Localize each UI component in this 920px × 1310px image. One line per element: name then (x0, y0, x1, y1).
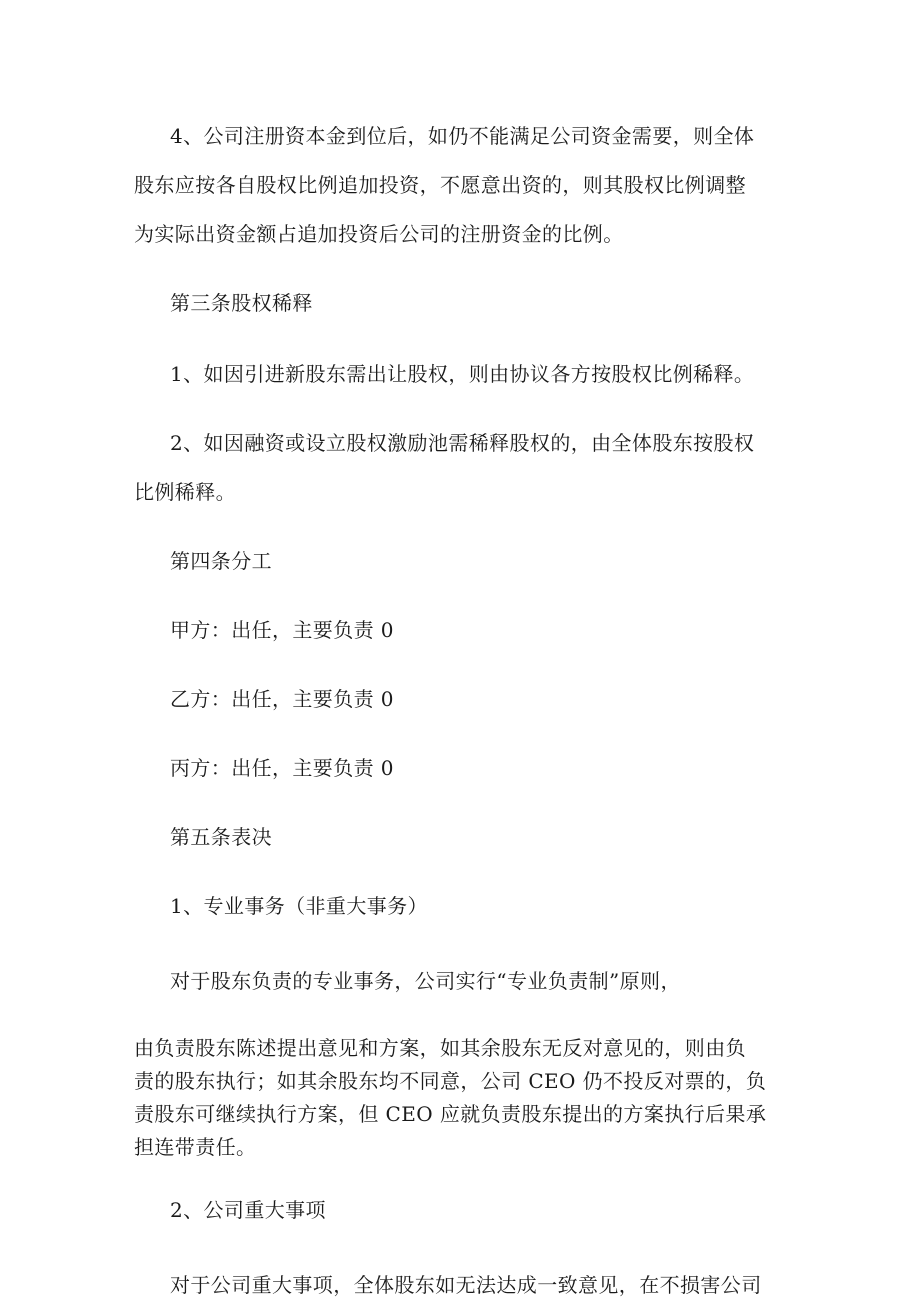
text-line: 2、如因融资或设立股权激励池需稀释股权的，由全体股东按股权 (170, 431, 755, 455)
article-5-item-1-body (134, 1032, 796, 1164)
text-line: 为实际出资金额占追加投资后公司的注册资金的比例。 (134, 222, 624, 246)
text-line: 甲方：出任，主要负责 0 (170, 618, 394, 642)
article-5-item-2-body (134, 1261, 796, 1310)
paragraph-capital-top-up (134, 112, 796, 259)
text-line: 对于股东负责的专业事务，公司实行“专业负责制”原则， (170, 969, 681, 993)
text-line: 2、公司重大事项 (170, 1198, 326, 1222)
text-line: 股东应按各自股权比例追加投资，不愿意出资的，则其股权比例调整 (134, 173, 746, 197)
party-b-duty (134, 675, 796, 724)
text-line: 丙方：出任，主要负责 0 (170, 756, 394, 780)
text-line: 4、公司注册资本金到位后，如仍不能满足公司资金需要，则全体 (170, 124, 755, 148)
text-line: 责的股东执行；如其余股东均不同意，公司 CEO 仍不投反对票的，负 (134, 1069, 767, 1093)
text-line: 1、专业事务（非重大事务） (170, 894, 428, 918)
party-a-duty (134, 606, 796, 655)
text-line: 对于公司重大事项，全体股东如无法达成一致意见，在不损害公司 (170, 1273, 762, 1297)
text-line: 比例稀释。 (134, 480, 236, 504)
party-c-duty (134, 744, 796, 793)
article-3-item-2 (134, 419, 796, 517)
text-line: 责股东可继续执行方案，但 CEO 应就负责股东提出的方案执行后果承 (134, 1102, 767, 1126)
text-line: 由负责股东陈述提出意见和方案，如其余股东无反对意见的，则由负 (134, 1036, 746, 1060)
article-5-item-1-title (134, 882, 796, 931)
article-3-title (134, 279, 796, 328)
article-4-title (134, 537, 796, 586)
article-5-item-2-title (134, 1186, 796, 1235)
heading-text: 第三条股权稀释 (170, 291, 313, 315)
text-line: 乙方：出任，主要负责 0 (170, 687, 394, 711)
heading-text: 第四条分工 (170, 549, 272, 573)
document-page (134, 112, 796, 1310)
article-5-item-1-intro (134, 957, 796, 1006)
heading-text: 第五条表决 (170, 825, 272, 849)
article-3-item-1 (134, 350, 796, 399)
text-line: 1、如因引进新股东需出让股权，则由协议各方按股权比例稀释。 (170, 362, 755, 386)
article-5-title (134, 813, 796, 862)
text-line: 担连带责任。 (134, 1135, 257, 1159)
